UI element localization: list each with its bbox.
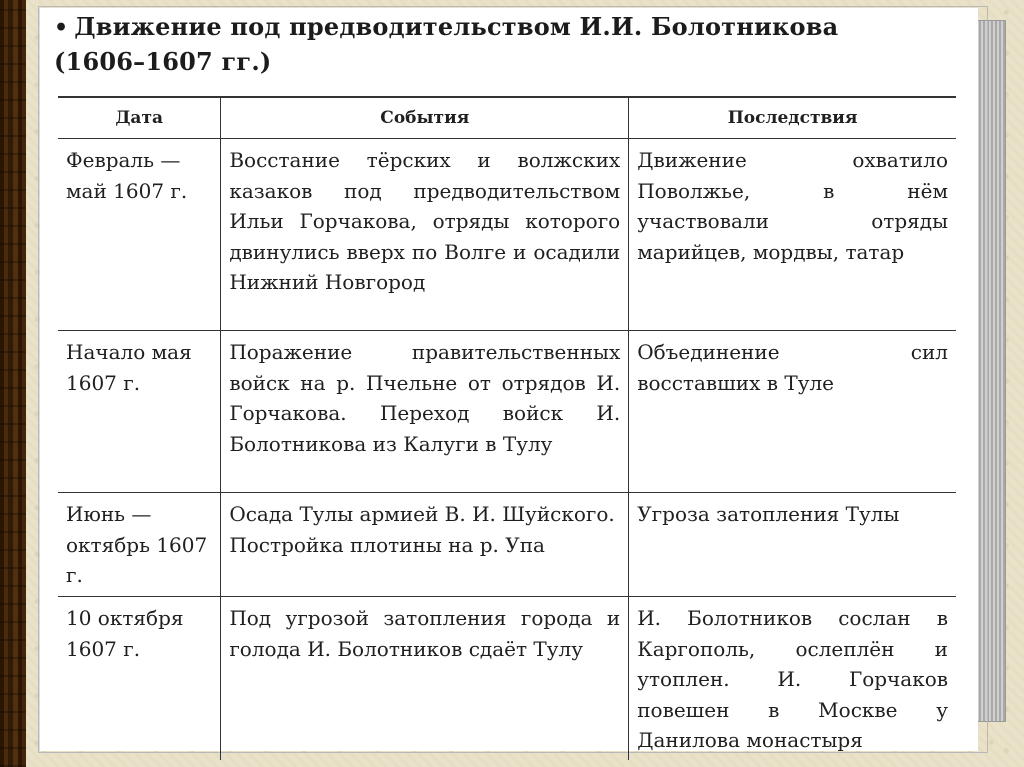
cell-date: Февраль — май 1607 г.: [58, 139, 221, 331]
table-row: [58, 331, 956, 493]
table-row: [58, 139, 956, 331]
table-row: [58, 597, 956, 760]
cell-event: Поражение правительственных войск на р. Пчельне от отрядов И. Горчакова. Переход войск И. Болотникова из Калуги в Тулу: [221, 331, 629, 493]
events-table: [58, 96, 956, 760]
cell-event: Осада Тулы армией В. И. Шуйского. Постройка плотины на р. Упа: [221, 493, 629, 597]
header-events: События: [221, 97, 629, 139]
cell-date: 10 октября 1607 г.: [66, 606, 184, 661]
header-consequences: Последствия: [629, 97, 956, 139]
table-row: [58, 493, 956, 597]
title-text: Движение под предводительством И.И. Болотникова: [74, 12, 839, 41]
cell-date: Начало мая 1607 г.: [58, 331, 221, 493]
decorative-left-border: [0, 0, 26, 767]
cell-consequence: Угроза затопления Тулы: [629, 493, 956, 597]
bullet-icon: •: [54, 15, 69, 41]
title-line-2: (1606–1607 гг.): [54, 47, 272, 76]
cell-consequence: Движение охватило Поволжье, в нём участвовали отряды марийцев, мордвы, татар: [629, 139, 956, 331]
cell-event: Восстание тёрских и волжских казаков под предводительством Ильи Горчакова, отряды которого двинулись вверх по Волге и осадили Нижний Новгород: [221, 139, 629, 331]
cell-event: Под угрозой затопления города и голода И. Болотников сдаёт Тулу: [221, 597, 629, 760]
header-date: Дата: [58, 97, 221, 139]
title-line-1: [54, 10, 954, 45]
cell-consequence: Объединение сил восставших в Туле: [629, 331, 956, 493]
table-header-row: [58, 97, 956, 139]
slide-title: [54, 10, 954, 78]
cell-consequence: И. Болотников сослан в Каргополь, ослеплён и утоплен. И. Горчаков повешен в Москве у Данилова монастыря: [629, 597, 956, 760]
cell-date: Июнь — октябрь 1607 г.: [58, 493, 221, 597]
